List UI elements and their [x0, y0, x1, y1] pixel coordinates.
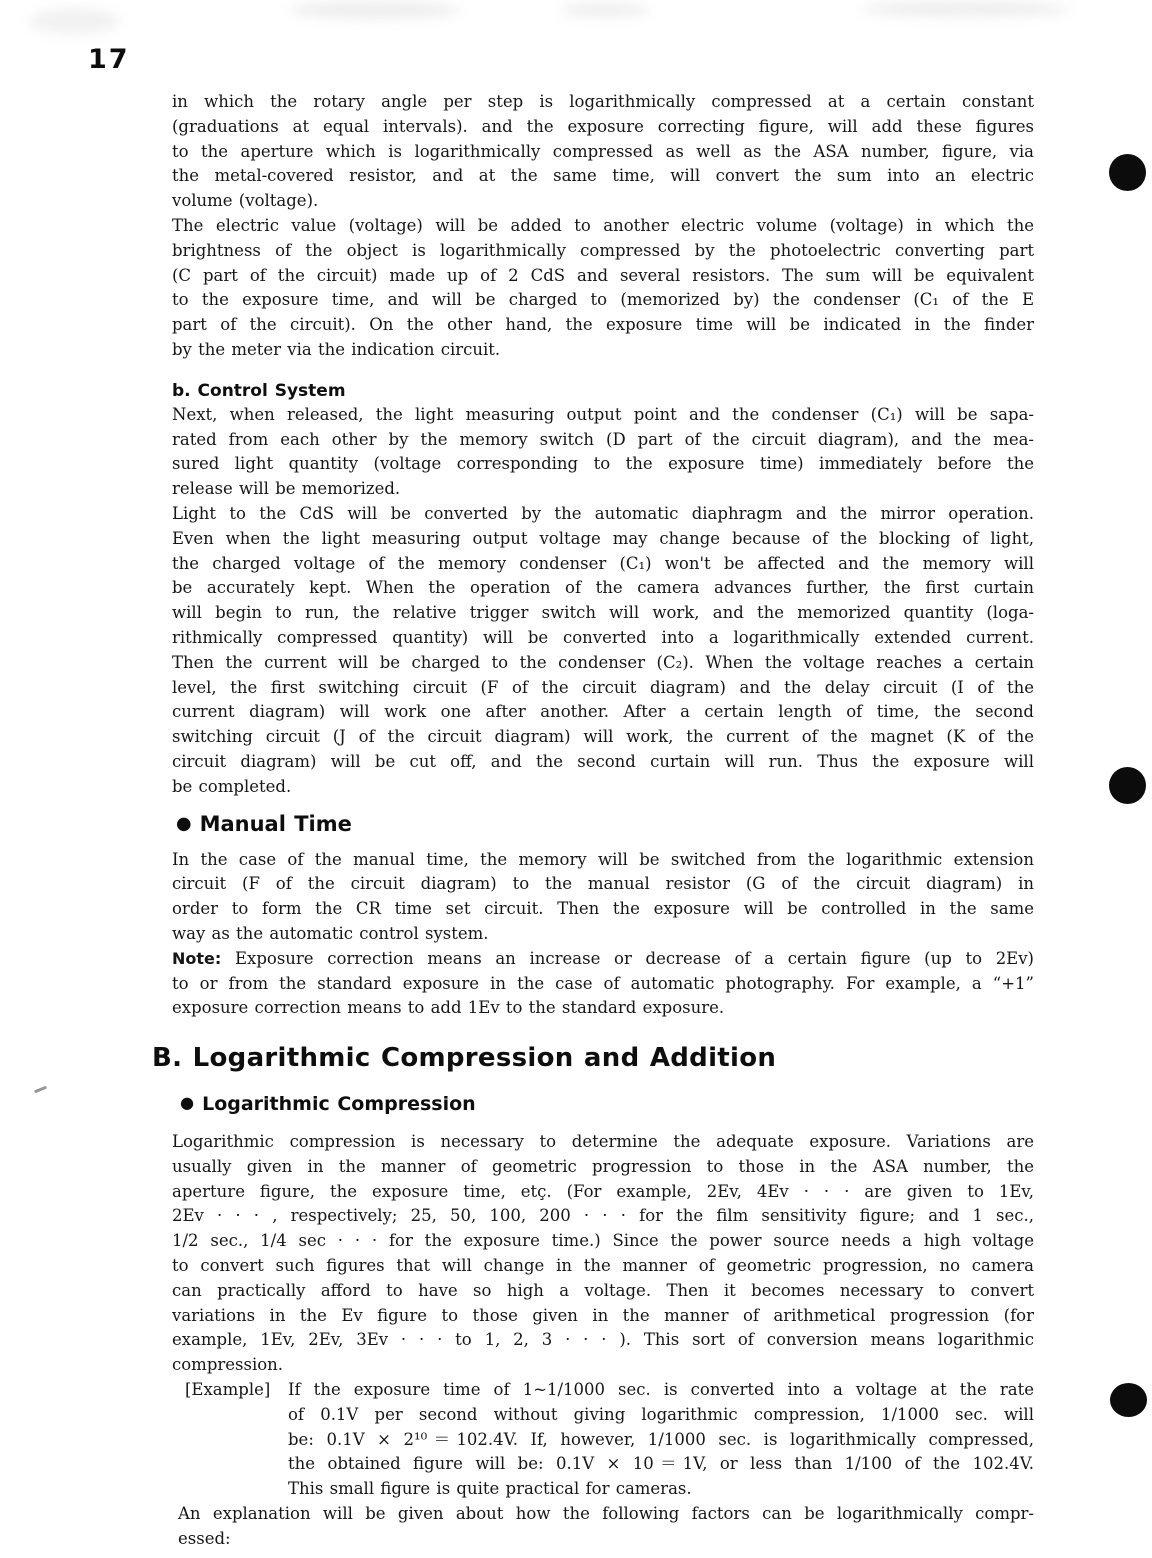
text-line: 1/2 sec., 1/4 sec · · · for the exposure time.) Since the power source needs a high voltage: [172, 1231, 1034, 1251]
text-line: the obtained figure will be: 0.1V × 10＝1V, or less than 1/100 of the 102.4V.: [288, 1454, 1034, 1474]
note-paragraph: [172, 947, 1034, 1021]
example-text: [288, 1378, 1034, 1502]
text-line: Next, when released, the light measuring output point and the condenser (C₁) will be sapa-: [172, 404, 1034, 424]
text-line: The electric value (voltage) will be added to another electric volume (voltage) in which the: [172, 215, 1034, 235]
text-line: by the meter via the indication circuit.: [172, 339, 501, 359]
text-line: to or from the standard exposure in the case of automatic photography. For example, a “+1”: [172, 973, 1034, 993]
text-line: essed:: [178, 1528, 231, 1548]
paragraph-closing: [178, 1502, 1034, 1552]
text-line: rithmically compressed quantity) will be converted into a logarithmically extended current.: [172, 627, 1034, 647]
text-line: compression.: [172, 1355, 284, 1375]
text-line: level, the first switching circuit (F of the circuit diagram) and the delay circuit (I of the: [172, 677, 1034, 697]
text-line: circuit diagram) will be cut off, and the second curtain will run. Thus the exposure will: [172, 751, 1034, 771]
bullet-icon: ●: [176, 812, 192, 834]
text-line: the charged voltage of the memory condenser (C₁) won't be affected and the memory will: [172, 553, 1034, 573]
text-line: example, 1Ev, 2Ev, 3Ev · · · to 1, 2, 3 · · · ). This sort of conversion means logarithmic: [172, 1330, 1034, 1350]
text-line: will begin to run, the relative trigger switch will work, and the memorized quantity (loga-: [172, 603, 1034, 623]
text-line: current diagram) will work one after another. After a certain length of time, the second: [172, 702, 1034, 722]
text-line: release will be memorized.: [172, 479, 401, 499]
text-line: in which the rotary angle per step is logarithmically compressed at a certain constant: [172, 92, 1034, 111]
scan-dot: [1109, 767, 1146, 804]
text-line: to the exposure time, and will be charged to (memorized by) the condenser (C₁ of the E: [172, 290, 1034, 310]
text-line: variations in the Ev figure to those given in the manner of arithmetical progression (for: [172, 1305, 1034, 1325]
text-line: be completed.: [172, 776, 292, 796]
text-line: Light to the CdS will be converted by the automatic diaphragm and the mirror operation.: [172, 503, 1034, 523]
note-rest-lines: [172, 972, 1034, 1022]
text-line: to the aperture which is logarithmically compressed as well as the ASA number, figure, via: [172, 141, 1034, 161]
scan-smudge: [560, 4, 650, 16]
text-line: brightness of the object is logarithmically compressed by the photoelectric converting part: [172, 240, 1034, 260]
paragraph-manual-time: [172, 848, 1034, 947]
text-line: volume (voltage).: [172, 191, 319, 211]
heading-logarithmic-compression-label: Logarithmic Compression: [202, 1093, 476, 1116]
text-line: If the exposure time of 1~1/1000 sec. is converted into a voltage at the rate: [288, 1380, 1034, 1400]
example-label: [Example]: [185, 1380, 271, 1400]
text-line: part of the circuit). On the other hand, the exposure time will be indicated in the finder: [172, 315, 1034, 335]
text-line: order to form the CR time set circuit. Then the exposure will be controlled in the same: [172, 899, 1034, 919]
text-line: This small figure is quite practical for cameras.: [288, 1479, 692, 1499]
paragraph-electric-value: [172, 214, 1034, 363]
note-label: Note:: [172, 948, 222, 968]
text-line: to convert such figures that will change in the manner of geometric progression, no camera: [172, 1256, 1034, 1276]
text-line: aperture figure, the exposure time, etç. (For example, 2Ev, 4Ev · · · are given to 1Ev,: [172, 1181, 1034, 1201]
text-line: usually given in the manner of geometric progression to those in the ASA number, the: [172, 1156, 1034, 1176]
pencil-mark: [34, 1086, 47, 1094]
heading-logarithmic-compression: [180, 1091, 1034, 1118]
heading-control-system: b. Control System: [172, 380, 346, 401]
text-line: circuit (F of the circuit diagram) to the manual resistor (G of the circuit diagram) in: [172, 874, 1034, 894]
paragraph-logarithmic-compression: [172, 1130, 1034, 1378]
text-line: (C part of the circuit) made up of 2 CdS and several resistors. The sum will be equivalent: [172, 265, 1034, 285]
scan-dot: [1109, 154, 1146, 191]
text-line: Logarithmic compression is necessary to determine the adequate exposure. Variations are: [172, 1132, 1034, 1152]
paragraph-control-system-1: [172, 403, 1034, 502]
text-line: (graduations at equal intervals). and the exposure correcting figure, will add these figures: [172, 116, 1034, 136]
text-line: the metal-covered resistor, and at the same time, will convert the sum into an electric: [172, 166, 1034, 186]
heading-manual-time: [176, 808, 1034, 842]
note-first-line: [172, 947, 1034, 972]
text-line: can practically afford to have so high a voltage. Then it becomes necessary to convert: [172, 1280, 1034, 1300]
text-line: sured light quantity (voltage corresponding to the exposure time) immediately before the: [172, 454, 1034, 474]
scan-smudge: [30, 8, 120, 34]
bullet-icon: ●: [180, 1093, 195, 1113]
text-line: rated from each other by the memory switch (D part of the circuit diagram), and the mea-: [172, 429, 1034, 449]
text-line: exposure correction means to add 1Ev to the standard exposure.: [172, 998, 725, 1018]
text-line: of 0.1V per second without giving logarithmic compression, 1/1000 sec. will: [288, 1404, 1034, 1424]
paragraph-control-system-2: [172, 502, 1034, 800]
scan-smudge: [860, 2, 1070, 16]
text-line: be: 0.1V × 2¹⁰＝102.4V. If, however, 1/1000 sec. is logarithmically compressed,: [288, 1429, 1034, 1449]
text-line: way as the automatic control system.: [172, 923, 489, 943]
scan-smudge: [290, 2, 460, 18]
text-line: 2Ev · · · , respectively; 25, 50, 100, 200 · · · for the film sensitivity figure; and 1 sec.,: [172, 1206, 1034, 1226]
paragraph-rotary-angle: [172, 90, 1034, 214]
text-line: An explanation will be given about how the following factors can be logarithmically compr-: [178, 1504, 1034, 1524]
scan-dot: [1110, 1383, 1147, 1417]
example-block: [172, 1378, 1034, 1502]
text-line: In the case of the manual time, the memory will be switched from the logarithmic extension: [172, 849, 1034, 869]
text-line: switching circuit (J of the circuit diagram) will work, the current of the magnet (K of the: [172, 727, 1034, 747]
heading-section-b: B. Logarithmic Compression and Addition: [152, 1043, 777, 1074]
note-first-text: Exposure correction means an increase or decrease of a certain figure (up to 2Ev): [234, 948, 1034, 968]
text-line: be accurately kept. When the operation of the camera advances further, the first curtain: [172, 578, 1034, 598]
heading-manual-time-label: Manual Time: [199, 811, 352, 836]
page-number: 17: [88, 44, 130, 75]
text-line: Then the current will be charged to the condenser (C₂). When the voltage reaches a certain: [172, 652, 1034, 672]
page-content: [152, 90, 1034, 1552]
text-line: Even when the light measuring output voltage may change because of the blocking of light,: [172, 528, 1034, 548]
